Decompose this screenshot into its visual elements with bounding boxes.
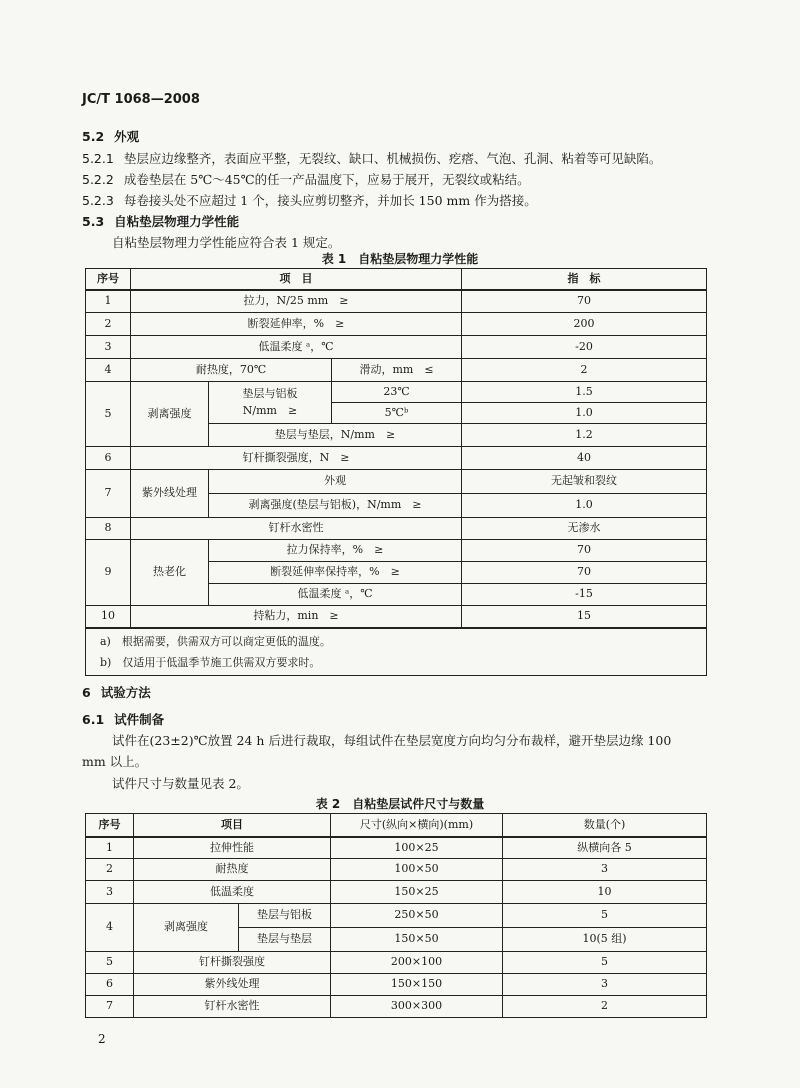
row-item: 钉杆撕裂强度 <box>134 952 331 974</box>
row-item: 紫外线处理 <box>134 974 331 996</box>
table-row <box>86 470 707 494</box>
row-item: 钉杆水密性 <box>131 518 462 540</box>
table-row <box>86 881 707 904</box>
section-6-1-body-cont: mm 以上。 <box>82 754 148 769</box>
row-value: 无起皱和裂纹 <box>462 470 707 494</box>
table-row <box>86 447 707 470</box>
table-row <box>86 382 707 403</box>
row-no: 6 <box>86 974 134 996</box>
row-group: 剥离强度 <box>134 904 239 952</box>
row-value: 70 <box>462 562 707 584</box>
row-no: 5 <box>86 382 131 447</box>
row-value: -15 <box>462 584 707 606</box>
row-value: -20 <box>462 336 707 359</box>
table-row <box>86 336 707 359</box>
row-sub-item: 低温柔度 ᵃ，℃ <box>209 584 462 606</box>
table-row <box>86 313 707 336</box>
row-sub-item: 拉力保持率，% ≥ <box>209 540 462 562</box>
row-no: 8 <box>86 518 131 540</box>
table-row <box>86 974 707 996</box>
row-size: 150×50 <box>331 928 503 952</box>
col-item-header: 项目 <box>134 814 331 837</box>
table2-specimen-size <box>85 813 707 1018</box>
clause-5-2-3 <box>82 191 537 209</box>
row-item: 断裂延伸率，% ≥ <box>131 313 462 336</box>
row-size: 100×25 <box>331 837 503 859</box>
section-number: 6.1 <box>82 712 105 727</box>
row-no: 2 <box>86 313 131 336</box>
section-title: 试件制备 <box>114 712 165 727</box>
row-qty: 5 <box>503 952 707 974</box>
table1-notes-row <box>86 628 707 676</box>
table2-header-row <box>86 814 707 837</box>
section-5-3-body: 自粘垫层物理力学性能应符合表 1 规定。 <box>112 235 341 250</box>
table-row <box>86 952 707 974</box>
footnote-a: a) 根据需要，供需双方可以商定更低的温度。 <box>100 634 331 648</box>
col-index-header: 指 标 <box>462 269 707 290</box>
row-temperature: 23℃ <box>332 382 462 403</box>
table-row <box>86 540 707 562</box>
sub-item-line: 垫层与铝板 <box>242 387 298 401</box>
row-item: 拉力，N/25 mm ≥ <box>131 290 462 313</box>
row-value: 200 <box>462 313 707 336</box>
table-row <box>86 518 707 540</box>
clause-number: 5.2.3 <box>82 193 114 208</box>
row-value: 15 <box>462 606 707 628</box>
table1-header-row <box>86 269 707 290</box>
row-qty: 3 <box>503 974 707 996</box>
row-no: 10 <box>86 606 131 628</box>
section-6-1-body2: 试件尺寸与数量见表 2。 <box>112 776 249 791</box>
row-size: 200×100 <box>331 952 503 974</box>
row-value: 无渗水 <box>462 518 707 540</box>
col-item-header: 项 目 <box>131 269 462 290</box>
row-item: 低温柔度 <box>134 881 331 904</box>
row-qty: 10 <box>503 881 707 904</box>
row-value: 2 <box>462 359 707 382</box>
row-size: 250×50 <box>331 904 503 928</box>
clause-number: 5.2.2 <box>82 172 114 187</box>
section-title: 试验方法 <box>100 685 151 700</box>
row-value: 1.0 <box>462 403 707 424</box>
row-no: 7 <box>86 470 131 518</box>
row-value: 40 <box>462 447 707 470</box>
row-qty: 3 <box>503 859 707 881</box>
row-item: 钉杆水密性 <box>134 996 331 1018</box>
table1-notes <box>86 628 707 676</box>
section-5-2-heading <box>82 127 139 145</box>
row-size: 150×150 <box>331 974 503 996</box>
table-row <box>86 606 707 628</box>
row-no: 2 <box>86 859 134 881</box>
section-6-1-body: 试件在(23±2)℃放置 24 h 后进行裁取，每组试件在垫层宽度方向均匀分布裁样，避开垫层边缘 100 <box>112 733 672 748</box>
row-size: 300×300 <box>331 996 503 1018</box>
row-item: 持粘力，min ≥ <box>131 606 462 628</box>
table2-caption: 表 2 自粘垫层试件尺寸与数量 <box>315 797 485 811</box>
table-row <box>86 996 707 1018</box>
section-title: 自粘垫层物理力学性能 <box>114 214 240 229</box>
row-no: 4 <box>86 904 134 952</box>
row-group: 热老化 <box>131 540 209 606</box>
row-item: 耐热度 <box>134 859 331 881</box>
row-value: 1.0 <box>462 494 707 518</box>
standard-code: JC/T 1068—2008 <box>82 92 200 107</box>
row-temperature: 5℃ᵇ <box>332 403 462 424</box>
table-row <box>86 904 707 928</box>
row-no: 6 <box>86 447 131 470</box>
section-title: 外观 <box>114 129 140 144</box>
row-qty: 5 <box>503 904 707 928</box>
table-row <box>86 837 707 859</box>
clause-text: 每卷接头处不应超过 1 个，接头应剪切整齐，并加长 150 mm 作为搭接。 <box>123 193 537 208</box>
row-group: 剥离强度 <box>131 382 209 447</box>
row-no: 7 <box>86 996 134 1018</box>
row-no: 3 <box>86 336 131 359</box>
row-group: 耐热度，70℃ <box>131 359 332 382</box>
row-group: 紫外线处理 <box>131 470 209 518</box>
row-sub-item: 垫层与垫层，N/mm ≥ <box>209 424 462 447</box>
row-no: 5 <box>86 952 134 974</box>
row-value: 1.5 <box>462 382 707 403</box>
row-size: 100×50 <box>331 859 503 881</box>
row-qty: 2 <box>503 996 707 1018</box>
row-sub-item: 滑动，mm ≤ <box>332 359 462 382</box>
row-item: 低温柔度 ᵃ，℃ <box>131 336 462 359</box>
sub-item-line: N/mm ≥ <box>242 403 298 417</box>
row-value: 1.2 <box>462 424 707 447</box>
row-no: 4 <box>86 359 131 382</box>
col-no-header: 序号 <box>86 269 131 290</box>
table1-physical-properties <box>85 268 707 676</box>
row-sub-item <box>209 382 332 424</box>
row-no: 3 <box>86 881 134 904</box>
section-6-heading <box>82 683 151 701</box>
row-item: 拉伸性能 <box>134 837 331 859</box>
section-number: 5.2 <box>82 129 105 144</box>
row-sub-item: 垫层与垫层 <box>239 928 331 952</box>
col-qty-header: 数量(个) <box>503 814 707 837</box>
clause-text: 垫层应边缘整齐，表面应平整，无裂纹、缺口、机械损伤、疙瘩、气泡、孔洞、粘着等可见缺陷。 <box>123 151 662 166</box>
section-number: 6 <box>82 685 91 700</box>
row-no: 1 <box>86 290 131 313</box>
clause-number: 5.2.1 <box>82 151 114 166</box>
row-qty: 纵横向各 5 <box>503 837 707 859</box>
clause-5-2-1 <box>82 149 661 167</box>
table1-caption: 表 1 自粘垫层物理力学性能 <box>321 252 479 266</box>
row-no: 1 <box>86 837 134 859</box>
row-value: 70 <box>462 540 707 562</box>
table-row <box>86 290 707 313</box>
footnote-b: b) 仅适用于低温季节施工供需双方要求时。 <box>100 655 321 669</box>
col-no-header: 序号 <box>86 814 134 837</box>
clause-5-2-2 <box>82 170 530 188</box>
row-value: 70 <box>462 290 707 313</box>
row-qty: 10(5 组) <box>503 928 707 952</box>
row-item: 钉杆撕裂强度，N ≥ <box>131 447 462 470</box>
row-sub-item: 断裂延伸率保持率，% ≥ <box>209 562 462 584</box>
table-row <box>86 859 707 881</box>
section-5-3-heading <box>82 212 239 230</box>
col-size-header: 尺寸(纵向×横向)(mm) <box>331 814 503 837</box>
row-sub-item: 垫层与铝板 <box>239 904 331 928</box>
section-number: 5.3 <box>82 214 105 229</box>
clause-text: 成卷垫层在 5℃～45℃的任一产品温度下，应易于展开，无裂纹或粘结。 <box>123 172 530 187</box>
row-sub-item: 剥离强度(垫层与铝板)，N/mm ≥ <box>209 494 462 518</box>
page-number: 2 <box>98 1032 106 1046</box>
section-6-1-heading <box>82 710 164 728</box>
row-no: 9 <box>86 540 131 606</box>
row-sub-item: 外观 <box>209 470 462 494</box>
table-row <box>86 359 707 382</box>
row-size: 150×25 <box>331 881 503 904</box>
